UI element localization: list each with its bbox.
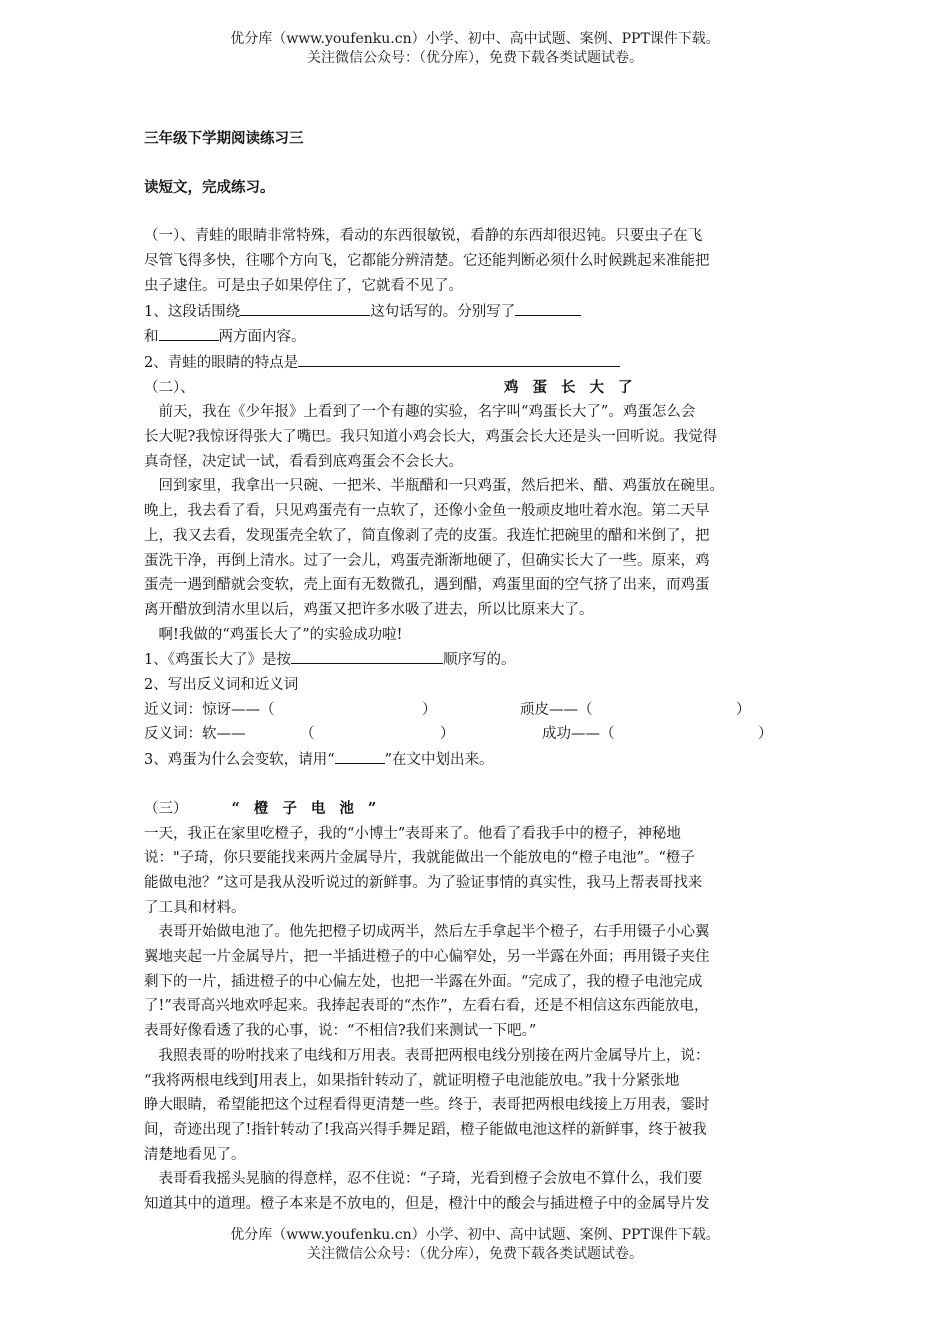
paragraph-line: 表哥看我摇头晃脑的得意样，忍不住说：“子琦，光看到橙子会放电不算什么，我们要 bbox=[144, 1171, 703, 1188]
antonym-row bbox=[144, 722, 809, 747]
page-header bbox=[0, 30, 950, 68]
answer-blank[interactable] bbox=[291, 647, 443, 664]
question-2-3: 3、鸡蛋为什么会变软，请用“ ”在文中划出来。 bbox=[144, 747, 809, 773]
paragraph-line: 翼地夹起一片金属导片，把一半插进橙子的中心偏窄处，另一半露在外面；再用镊子夹住 bbox=[144, 949, 710, 966]
paragraph-line: 了!”表哥高兴地欢呼起来。我捧起表哥的“杰作”，左看右看，还是不相信这东西能放电， bbox=[144, 998, 709, 1015]
paragraph-line: 前天，我在《少年报》上看到了一个有趣的实验，名字叫“鸡蛋长大了”。鸡蛋怎么会 bbox=[144, 404, 696, 421]
answer-paren-close: ） bbox=[422, 701, 437, 718]
paragraph-line: （一）、青蛙的眼睛非常特殊，看动的东西很敏锐，看静的东西却很迟钝。只要虫子在飞 bbox=[144, 228, 703, 245]
section-2-label: （二）、 bbox=[144, 379, 195, 396]
section-3 bbox=[144, 797, 809, 1217]
footer-line-2: 关注微信公众号：（优分库），免费下载各类试题试卷。 bbox=[307, 1246, 643, 1262]
answer-blank[interactable] bbox=[240, 299, 370, 316]
paragraph-line: 清楚地看见了。 bbox=[144, 1146, 246, 1163]
answer-paren-close: ） bbox=[758, 726, 773, 743]
paragraph-line: 上，我又去看，发现蛋壳全软了，简直像剥了壳的皮蛋。我连忙把碗里的醋和米倒了，把 bbox=[144, 527, 710, 544]
question-1-1-cont: 和 两方面内容。 bbox=[144, 324, 809, 350]
paragraph-line: 了工具和材料。 bbox=[144, 899, 246, 916]
section-2 bbox=[144, 376, 809, 773]
paragraph-line: 知道其中的道理。橙子本来是不放电的，但是，橙汁中的酸会与插进橙子中的金属导片发 bbox=[144, 1196, 710, 1213]
answer-blank[interactable] bbox=[335, 747, 385, 764]
synonym-word-2: 顽皮——（ bbox=[520, 701, 593, 718]
section-3-title: “橙子电池” bbox=[231, 799, 391, 817]
paragraph-line: 能做电池？”这可是我从没听说过的新鲜事。为了验证事情的真实性，我马上帮表哥找来 bbox=[144, 874, 703, 891]
paragraph-line: “我将两根电线到J用表上，如果指针转动了，就证明橙子电池能放电。”我十分紧张地 bbox=[144, 1072, 680, 1089]
paragraph-line: 表哥好像看透了我的心事，说：“不相信?我们来测试一下吧。” bbox=[144, 1023, 537, 1040]
paragraph-line: 啊!我做的“鸡蛋长大了”的实验成功啦! bbox=[144, 626, 403, 643]
question-2-1: 1、《鸡蛋长大了》是按 顺序写的。 bbox=[144, 647, 809, 673]
page-footer bbox=[0, 1226, 950, 1264]
document-body bbox=[144, 127, 809, 1217]
footer-line-1: 优分库（www.youfenku.cn）小学、初中、高中试题、案例、PPT课件下载。 bbox=[230, 1227, 720, 1243]
paragraph-line: 虫子逮住。可是虫子如果停住了，它就看不见了。 bbox=[144, 277, 463, 294]
question-2-2: 2、写出反义词和近义词 bbox=[144, 677, 299, 694]
antonym-label: 反义词：软—— bbox=[144, 726, 246, 743]
section-2-title: 鸡蛋长大了 bbox=[504, 378, 647, 396]
paragraph-line: 离开醋放到清水里以后，鸡蛋又把许多水吸了进去，所以比原来大了。 bbox=[144, 601, 594, 618]
answer-blank[interactable] bbox=[298, 350, 620, 367]
document-title: 三年级下学期阅读练习三 bbox=[144, 130, 304, 147]
answer-paren-close: ） bbox=[736, 701, 751, 718]
paragraph-line: 蛋洗干净，再倒上清水。过了一会儿，鸡蛋壳渐渐地硬了，但确实长大了一些。原来，鸡 bbox=[144, 552, 710, 569]
answer-paren-open: （ bbox=[300, 726, 315, 743]
synonym-label: 近义词：惊讶——（ bbox=[144, 701, 275, 718]
paragraph-line: 尽管飞得多快，往哪个方向飞，它都能分辨清楚。它还能判断必须什么时候跳起来准能把 bbox=[144, 253, 710, 270]
question-1-1: 1、这段话围绕 这句话写的。分别写了 bbox=[144, 299, 809, 325]
paragraph-line: 说："子琦，你只要能找来两片金属导片，我就能做出一个能放电的“橙子电池”。“橙子 bbox=[144, 850, 695, 867]
section-3-heading bbox=[144, 797, 809, 822]
answer-paren-close: ） bbox=[440, 726, 455, 743]
answer-blank[interactable] bbox=[515, 299, 581, 316]
header-line-1: 优分库（www.youfenku.cn）小学、初中、高中试题、案例、PPT课件下载。 bbox=[230, 31, 720, 47]
paragraph-line: 表哥开始做电池了。他先把橙子切成两半，然后左手拿起半个橙子，右手用镊子小心翼 bbox=[144, 924, 710, 941]
header-line-2: 关注微信公众号：（优分库），免费下载各类试题试卷。 bbox=[307, 50, 643, 66]
instruction: 读短文，完成练习。 bbox=[144, 178, 275, 196]
antonym-word-2: 成功——（ bbox=[542, 726, 615, 743]
paragraph-line: 剩下的一片，插进橙子的中心偏左处，也把一半露在外面。“完成了，我的橙子电池完成 bbox=[144, 973, 703, 990]
section-2-heading bbox=[144, 376, 809, 401]
paragraph-line: 睁大眼睛，希望能把这个过程看得更清楚一些。终于，表哥把两根电线接上万用表，霎时 bbox=[144, 1097, 710, 1114]
paragraph-line: 真奇怪，决定试一试，看看到底鸡蛋会不会长大。 bbox=[144, 453, 463, 470]
paragraph-line: 一天，我正在家里吃橙子，我的“小博士”表哥来了。他看了看我手中的橙子，神秘地 bbox=[144, 825, 681, 842]
answer-blank[interactable] bbox=[159, 324, 219, 341]
paragraph-line: 间，奇迹出现了!指针转动了!我高兴得手舞足蹈，橙子能做电池这样的新鲜事，终于被我 bbox=[144, 1121, 707, 1138]
paragraph-line: 蛋壳一遇到醋就会变软，壳上面有无数微孔，遇到醋，鸡蛋里面的空气挤了出来，而鸡蛋 bbox=[144, 577, 710, 594]
paragraph-line: 晚上，我去看了看，只见鸡蛋壳有一点软了，还像小金鱼一般顽皮地吐着水泡。第二天早 bbox=[144, 503, 710, 520]
paragraph-line: 我照表哥的吩咐找来了电线和万用表。表哥把两根电线分别接在两片金属导片上，说： bbox=[144, 1047, 710, 1064]
paragraph-line: 回到家里，我拿出一只碗、一把米、半瓶醋和一只鸡蛋，然后把米、醋、鸡蛋放在碗里。 bbox=[144, 478, 724, 495]
section-3-label: （三） bbox=[144, 800, 188, 817]
paragraph-line: 长大呢?我惊讶得张大了嘴巴。我只知道小鸡会长大，鸡蛋会长大还是头一回听说。我觉得 bbox=[144, 429, 718, 446]
question-1-2: 2、青蛙的眼睛的特点是 bbox=[144, 350, 809, 376]
synonym-row bbox=[144, 698, 809, 723]
section-1 bbox=[144, 224, 809, 375]
